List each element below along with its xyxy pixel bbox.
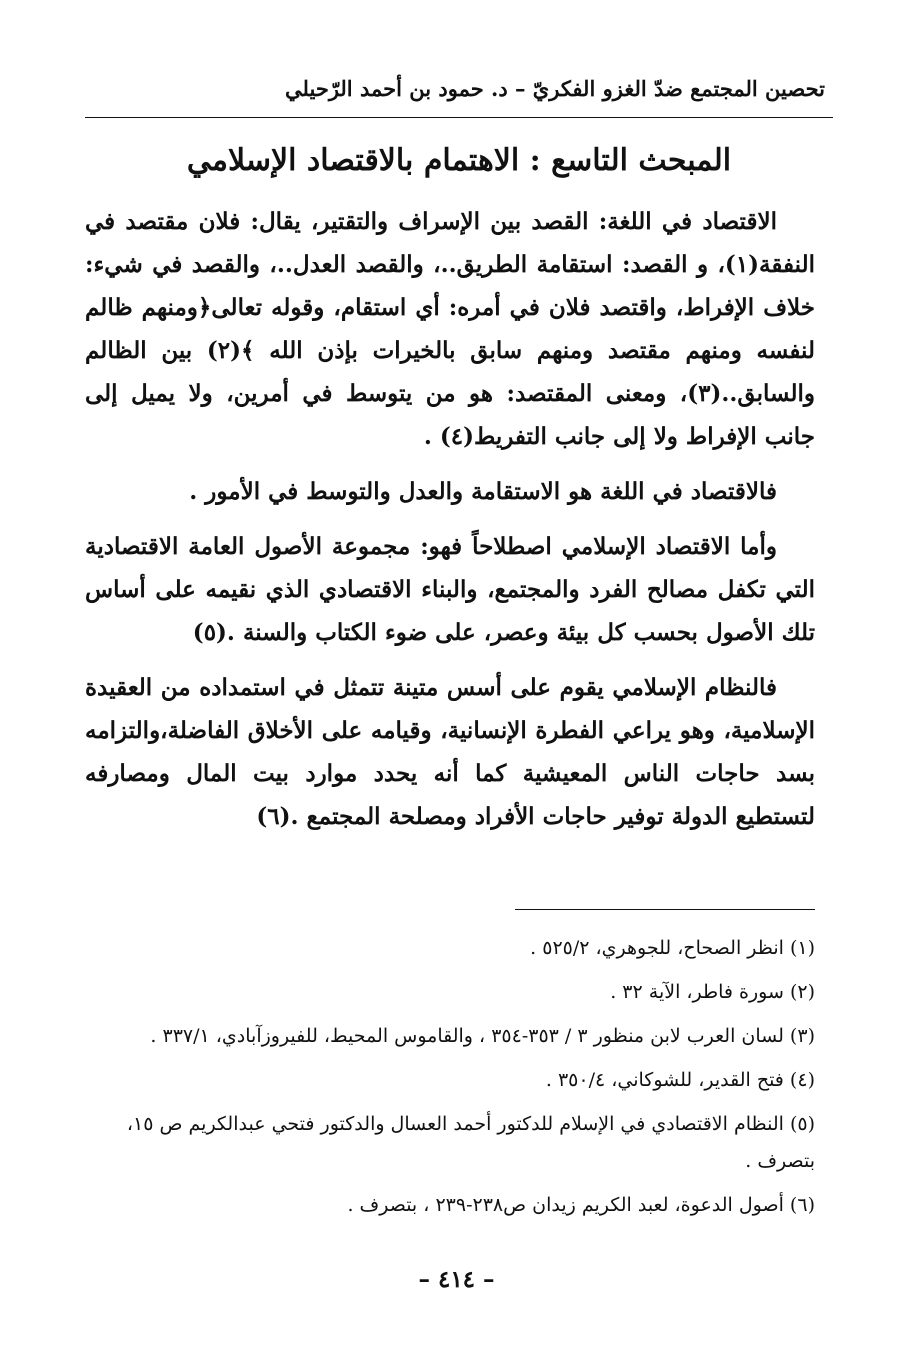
paragraph-definition-linguistic: الاقتصاد في اللغة: القصد بين الإسراف والتقتير، يقال: فلان مقتصد في النفقة(١)، و القصد: استقامة الطريق..، والقصد العدل..، والقصد في شيء: خلاف الإفراط، واقتصد فلان في أمره: أي استقام، وقوله تعالى﴿ومنهم ظالم لنفسه ومنهم مقتصد ومنهم سابق بالخيرات بإذن الله ﴾(٢) بين الظالم والسابق..(٣)، ومعنى المقتصد: هو من يتوسط في أمرين، ولا يميل إلى جانب الإفراط ولا إلى جانب التفريط(٤) . [85,208,815,450]
footnote-5: (٥) النظام الاقتصادي في الإسلام للدكتور أحمد العسال والدكتور فتحي عبدالكريم ص ١٥، بتصرف . [126,1113,815,1172]
page-number: – ٤١٤ – [418,1266,495,1293]
footnote-6: (٦) أصول الدعوة، لعبد الكريم زيدان ص٢٣٨-٢٣٩ ، بتصرف . [347,1194,815,1216]
footnote-1: (١) انظر الصحاح، للجوهري، ٥٢٥/٢ . [530,937,815,959]
footnote-4: (٤) فتح القدير، للشوكاني، ٣٥٠/٤ . [545,1069,815,1091]
footnotes [85,930,815,1231]
footnote-2: (٢) سورة فاطر، الآية ٣٢ . [610,981,815,1003]
header-rule [85,117,833,118]
paragraph-islamic-system: فالنظام الإسلامي يقوم على أسس متينة تتمثل في استمداده من العقيدة الإسلامية، وهو يراعي الفطرة الإنسانية، وقيامه على الأخلاق الفاضلة،والتزامه بسد حاجات الناس المعيشية كما أنه يحدد موارد بيت المال ومصارفه لتستطيع الدولة توفير حاجات الأفراد ومصلحة المجتمع .(٦) [85,674,815,830]
running-header: تحصين المجتمع ضدّ الغزو الفكريّ – د. حمود بن أحمد الرّحيلي [285,76,825,101]
section-title: المبحث التاسع : الاهتمام بالاقتصاد الإسلامي [186,143,732,178]
paragraph-definition-technical: وأما الاقتصاد الإسلامي اصطلاحاً فهو: مجموعة الأصول العامة الاقتصادية التي تكفل مصالح الفرد والمجتمع، والبناء الاقتصادي الذي نقيمه على أساس تلك الأصول بحسب كل بيئة وعصر، على ضوء الكتاب والسنة .(٥) [85,533,815,646]
body-text [85,200,815,850]
footnote-3: (٣) لسان العرب لابن منظور ٣ / ٣٥٣-٣٥٤ ، والقاموس المحيط، للفيروزآبادي، ٣٣٧/١ . [150,1025,815,1047]
footnote-rule [515,909,815,910]
paragraph-summary: فالاقتصاد في اللغة هو الاستقامة والعدل والتوسط في الأمور . [189,478,777,505]
